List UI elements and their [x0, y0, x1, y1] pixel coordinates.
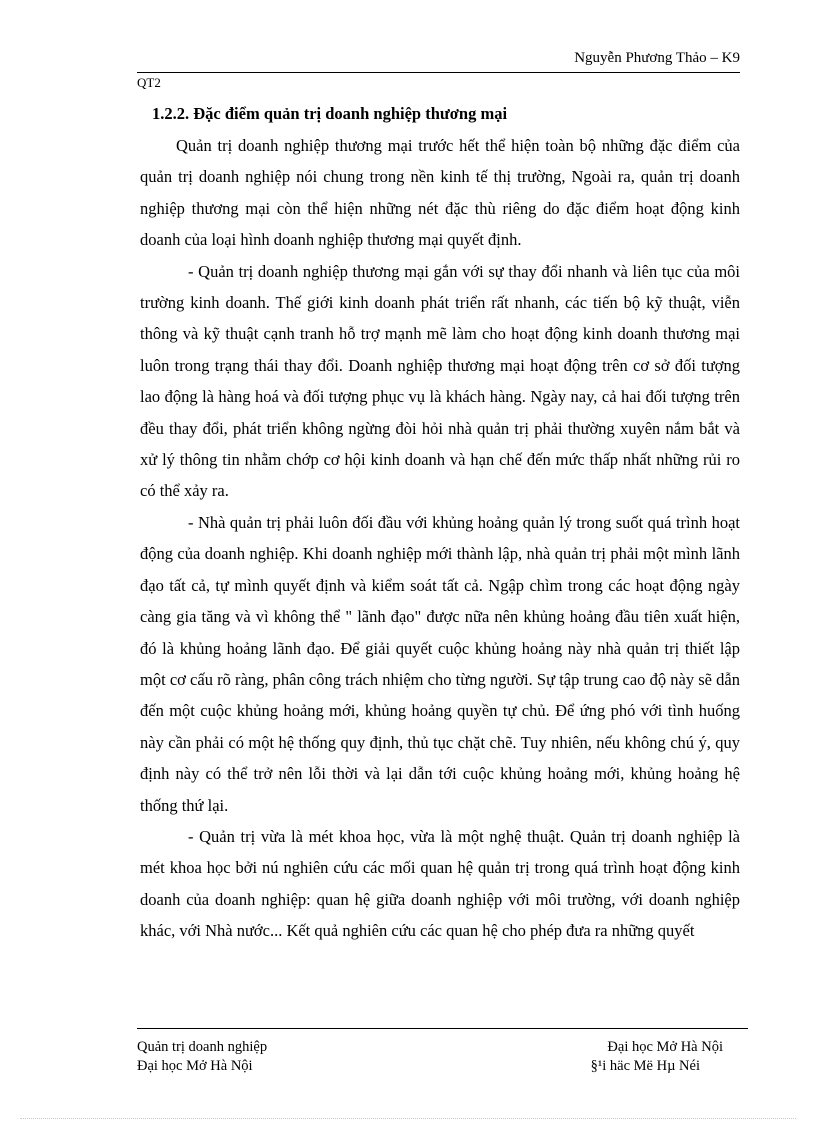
header-divider — [137, 72, 740, 73]
paragraph-bullet-1: - Quản trị doanh nghiệp thương mại gắn với sự thay đổi nhanh và liên tục của môi trường kinh doanh. Thế giới kinh doanh phát triển rất nhanh, các tiến bộ kỹ thuật, viễn thông và kỹ thuật cạnh tranh hỗ trợ mạnh mẽ làm cho hoạt động kinh doanh thương mại luôn trong trạng thái thay đổi. Doanh nghiệp thương mại hoạt động trên cơ sở đối tượng lao động là hàng hoá và đối tượng phục vụ là khách hàng. Ngày nay, cả hai đối tượng trên đều thay đổi, phát triển không ngừng đòi hỏi nhà quản trị phải thường xuyên nắm bắt và xử lý thông tin nhằm chớp cơ hội kinh doanh và hạn chế đến mức thấp nhất những rủi ro có thể xảy ra. — [140, 261, 740, 501]
paragraph-bullet-3: - Quản trị vừa là mét khoa học, vừa là một nghệ thuật. Quản trị doanh nghiệp là mét khoa học bởi nú nghiên cứu các mối quan hệ quản trị trong quá trình hoạt động kinh doanh của doanh nghiệp: quan hệ giữa doanh nghiệp với môi trường, với doanh nghiệp khác, với Nhà nước... Kết quả nghiên cứu các quan hệ cho phép đưa ra những quyết — [140, 826, 740, 941]
footer-divider — [137, 1028, 748, 1029]
footer-left-line1: Quản trị doanh nghiệp — [137, 1039, 268, 1055]
section-title: 1.2.2. Đặc điểm quản trị doanh nghiệp thương mại — [152, 104, 508, 123]
header-author: Nguyễn Phương Thảo – K9 — [574, 50, 740, 66]
paragraph-intro: Quản trị doanh nghiệp thương mại trước hết thể hiện toàn bộ những đặc điểm của quản trị doanh nghiệp nói chung trong nền kinh tế thị trường, Ngoài ra, quản trị doanh nghiệp thương mại còn thể hiện những nét đặc thù riêng do đặc điểm hoạt động kinh doanh của loại hình doanh nghiệp thương mại quyết định. — [140, 136, 740, 250]
body-content — [140, 98, 740, 947]
footer-left-line2: Đại học Mở Hà Nội — [137, 1058, 253, 1074]
page-bottom-edge — [20, 1118, 796, 1119]
paragraph-bullet-2: - Nhà quản trị phải luôn đối đầu với khủng hoảng quản lý trong suốt quá trình hoạt động của doanh nghiệp. Khi doanh nghiệp mới thành lập, nhà quản trị phải một mình lãnh đạo tất cả, tự mình quyết định và kiểm soát tất cả. Ngập chìm trong các hoạt động ngày càng gia tăng và vì không thể " lãnh đạo" được nữa nên khủng hoảng đầu tiên xuất hiện, đó là khủng hoảng lãnh đạo. Để giải quyết cuộc khủng hoảng này nhà quản trị thiết lập một cơ cấu rõ ràng, phân công trách nhiệm cho từng người. Sự tập trung cao độ này sẽ dẫn đến một cuộc khủng hoảng mới, khủng hoảng quyền tự chủ. Để ứng phó với tình huống này cần phải có một hệ thống quy định, thủ tục chặt chẽ. Tuy nhiên, nếu không chú ý, quy định này có thể trở nên lỗi thời và lại dẫn tới cuộc khủng hoảng mới, khủng hoảng hệ thống thứ lại. — [140, 512, 740, 815]
footer-right-line2: §¹i häc Më Hµ Néi — [590, 1058, 700, 1074]
header-class-code: QT2 — [137, 75, 161, 90]
footer-right-line1: Đại học Mở Hà Nội — [607, 1039, 723, 1055]
